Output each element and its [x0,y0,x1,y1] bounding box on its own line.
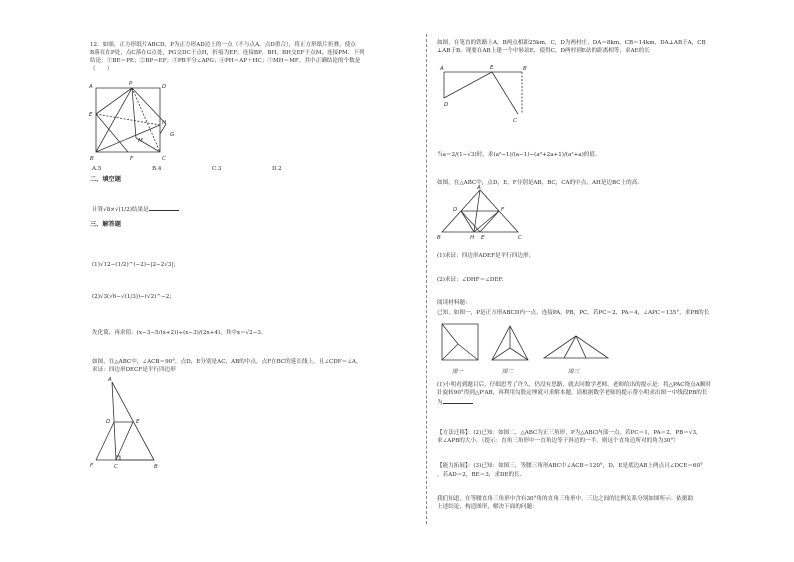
expand-line1 [437,463,703,470]
road-label-B: B [523,66,527,72]
proof-line1: 如图，在△ABC中，∠ACB＝90°，点D，E分别是AC，AB的中点，点F在BC的延长线上，且∠CDF＝∠A。 [92,359,362,365]
reading-fig1-caption: 图一 [452,369,464,375]
q12-label-D: D [162,84,167,90]
q12-label-M: M [138,138,143,144]
reading-line4-text: 为 [437,400,443,406]
reading-fig3-caption: 图三 [568,369,580,375]
midpoint-label-B: B [437,235,441,241]
transfer-line1 [437,430,702,437]
proof-line2: 求证：四边形DECF是平行四边形 [92,367,176,373]
q12-line1: 12．如图，正方形纸片ABCD，P为正方形AD边上的一点（不与点A，点D重合），将正方形纸片折叠，使点 [90,42,356,48]
reading-figures [436,318,616,376]
road-line2: ⊥AB于B，现要在AB上建一个中转站E，使得C，D两村到E站的距离相等，求AE的长 [437,48,650,54]
simplify-question: 先化简，再求值：(x−3−5/(x+2))÷(x−3)/(2x+4)，其中x＝√2−3. [92,330,263,336]
road-label-A: A [440,66,444,72]
transfer-text1: (2)已知：如图二，△ABC为正三角形，P为△ABC内部一点，若PC＝1，PA＝2，PB＝√3， [473,430,702,436]
q12-label-P: P [129,81,133,87]
midpoint-label-D: D [453,207,458,213]
transfer-title: 【方法迁移】： [437,430,474,436]
closing-line1: 我们知道，在等腰直角三角形中含有30°角的直角三角形中，三边之间的比例关系分别如图所示：依据助 [437,496,694,502]
closing-line2: 上述结论，构造图形，解决下面的问题： [437,504,538,510]
midpoint-triangle-figure [436,186,526,242]
section-answer-heading: 三、解答题 [90,221,121,228]
q12-label-B: B [90,156,94,162]
expand-text1: (3)已知：如图三，等腰三角形ABC中∠ACB＝120°，D，E是底边AB上两点且∠DCE＝60° [473,463,703,469]
expand-line2: ，若AD＝2，BE＝3，求DE的长. [437,472,522,478]
q12-option-d: D.2 [272,166,282,172]
q12-line3: 结论：①BE＝PE；②BP＝EF；③PB平分∠APG；④PH＝AP＋HC；⑤MH＝MF，其中正确结论的个数是 [90,58,361,64]
column-divider [426,34,427,524]
fill-blank-text: 计算√8×√(1/2)结果是 [92,207,149,213]
q12-option-a: A.5 [92,166,102,172]
road-label-E: E [490,65,494,71]
q12-line2: B落在在P处，点C落在G点处，PG交DC于点H，折痕为EF，连接BP，BH，BH交EF于点M，连接PM．下列 [90,50,365,56]
expand-title: 【能力拓展】： [437,463,474,469]
q12-label-C: C [162,156,166,162]
evaluate-question: 当a＝2/(1−√3)时，求(a²−1)/(a−1)−(a²+2a+1)/(a²+a)的值. [437,152,597,158]
road-line1: 如图，在笔直的铁路上A，B两点相距25km，C，D为两村庄，DA＝8km，CB＝14km，DA⊥AB于A，CB [437,40,706,46]
midpoint-line1: 如图，在△ABC中，点D，E，F分别是AB，BC，CA的中点，AH是边BC上的高. [437,180,640,186]
q12-line4: （ ） [90,66,113,72]
proof-label-B: B [154,464,158,470]
proof-label-C: C [114,464,118,470]
reading-line2: (1)小明看到题目后，仔细思考了许久，仍没有思路，就去问数学老师，老师给出的提示是：将△PAC绕点A顺时 [437,382,711,388]
proof-label-A: A [108,377,112,383]
calc-question-1: (1)√12−(1/2)^(−2)−|2−2√3|； [92,262,179,268]
road-figure [436,60,532,128]
reading-line4 [437,398,473,407]
calc-question-2: (2)√3(√6−√(1/3))−(√2)^−2； [92,294,175,300]
proof-triangle-figure [88,378,168,470]
road-label-D: D [444,102,449,108]
transfer-line2: 求∠APB的大小．（提示：直角三角形中一直角边等于斜边的一半，则这个直角边所对的角为30°） [437,438,679,444]
q12-label-F: F [130,156,134,162]
q12-label-G: G [170,132,175,138]
midpoint-label-F: F [501,207,505,213]
q12-label-E: E [89,112,93,118]
midpoint-label-C: C [518,235,522,241]
q12-label-A: A [89,84,93,90]
reading-answer-blank [443,398,473,404]
q12-option-c: C.3 [212,166,222,172]
fill-blank-question [92,205,179,214]
road-label-C: C [513,118,517,124]
answer-blank [149,205,179,211]
q12-option-b: B.4 [152,166,162,172]
midpoint-label-A: A [477,185,481,191]
midpoint-label-E: E [481,235,485,241]
midpoint-label-H: H [470,235,475,241]
proof-label-F: F [90,463,94,469]
proof-label-D: D [106,419,111,425]
reading-line3: 针旋转90°得到△P'AB，再利用勾股定理就可求解本题，请根据数学老师的提示帮小明求出图一中线段PB的长 [437,390,708,396]
section-fill-blank-heading: 二、填空题 [90,176,121,183]
midpoint-q1: (1)求证：四边形ADEF是平行四边形； [437,253,535,259]
reading-fig2-caption: 图二 [502,369,514,375]
reading-line1: 已知，如图一，P是正方形ABCD内一点，连接PA，PB，PC，若PC＝2，PA＝4，∠APC＝135°，求PB的长 [437,310,710,316]
reading-title: 阅读材料题： [437,300,471,306]
q12-label-H: H [162,120,167,126]
proof-label-E: E [136,419,140,425]
midpoint-q2: (2)求证：∠DHF＝∠DEF. [437,277,504,283]
q12-square-figure [88,80,188,165]
